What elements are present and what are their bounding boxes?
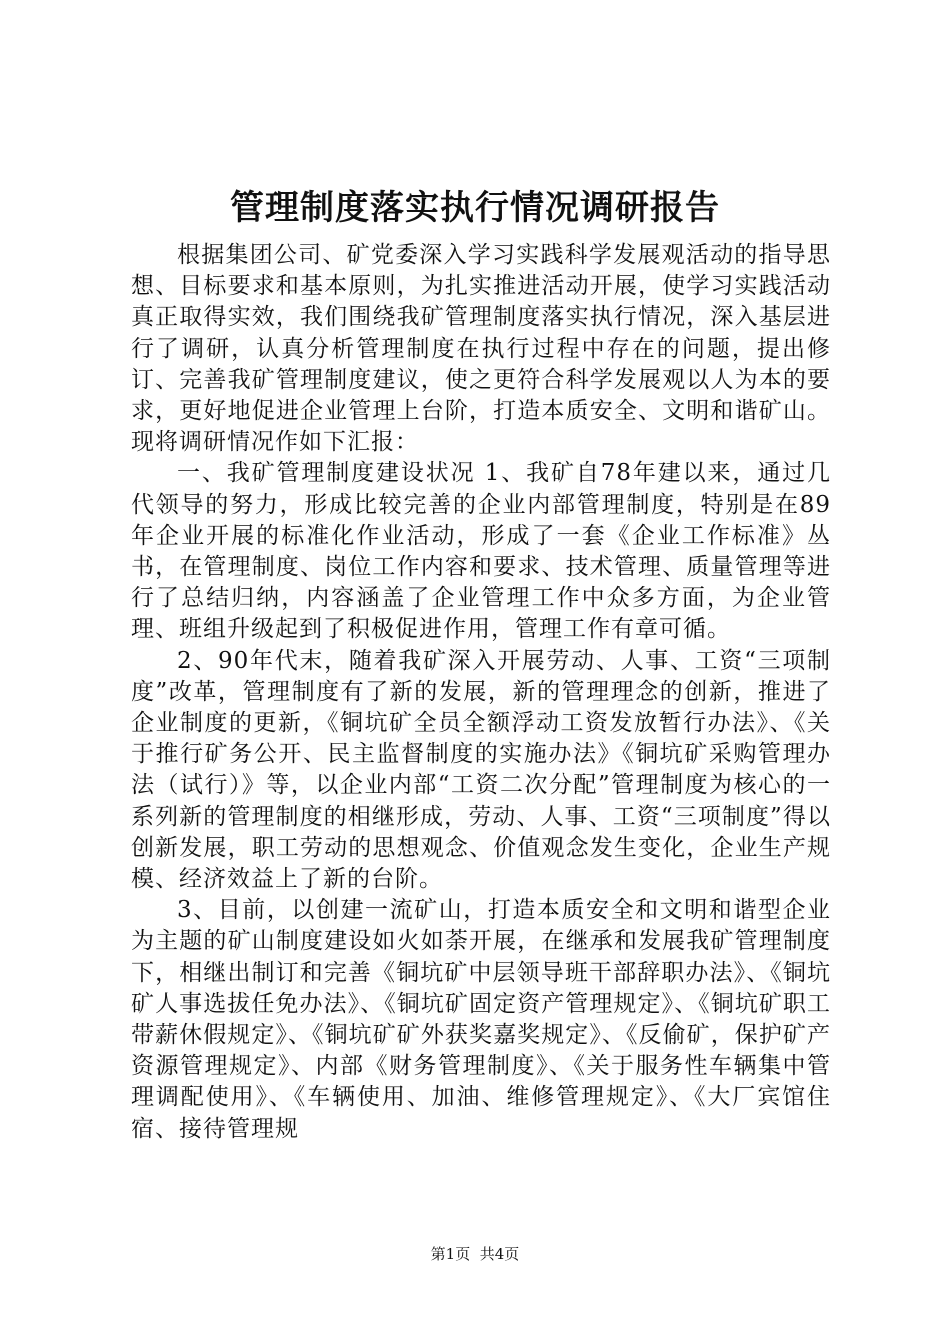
document-title: 管理制度落实执行情况调研报告 — [230, 188, 720, 228]
document-body — [131, 240, 831, 1145]
page-footer — [0, 1244, 950, 1264]
page-total: 共4页 — [479, 1245, 520, 1263]
paragraph-intro: 根据集团公司、矿党委深入学习实践科学发展观活动的指导思想、目标要求和基本原则，为扎实推进活动开展，使学习实践活动真正取得实效，我们围绕我矿管理制度落实执行情况，深入基层进行了调研，认真分析管理制度在执行过程中存在的问题，提出修订、完善我矿管理制度建议，使之更符合科学发展观以人为本的要求，更好地促进企业管理上台阶，打造本质安全、文明和谐矿山。现将调研情况作如下汇报： — [131, 242, 831, 456]
page-number: 第1页 — [430, 1245, 471, 1263]
paragraph-section-2: 2、90年代末，随着我矿深入开展劳动、人事、工资“三项制度”改革，管理制度有了新的发展，新的管理理念的创新，推进了企业制度的更新，《铜坑矿全员全额浮动工资发放暂行办法》、《关于推行矿务公开、民主监督制度的实施办法》《铜坑矿采购管理办法（试行）》等，以企业内部“工资二次分配”管理制度为核心的一系列新的管理制度的相继形成，劳动、人事、工资“三项制度”得以创新发展，职工劳动的思想观念、价值观念发生变化，企业生产规模、经济效益上了新的台阶。 — [131, 647, 831, 893]
paragraph-section-1: 一、我矿管理制度建设状况 1、我矿自78年建以来，通过几代领导的努力，形成比较完善的企业内部管理制度，特别是在89年企业开展的标准化作业活动，形成了一套《企业工作标准》丛书，在管理制度、岗位工作内容和要求、技术管理、质量管理等进行了总结归纳，内容涵盖了企业管理工作中众多方面，为企业管理、班组升级起到了积极促进作用，管理工作有章可循。 — [131, 460, 831, 643]
paragraph-section-3: 3、目前，以创建一流矿山，打造本质安全和文明和谐型企业为主题的矿山制度建设如火如荼开展，在继承和发展我矿管理制度下，相继出制订和完善《铜坑矿中层领导班干部辞职办法》、《铜坑矿人事选拔任免办法》、《铜坑矿固定资产管理规定》、《铜坑矿职工带薪休假规定》、《铜坑矿矿外获奖嘉奖规定》、《反偷矿，保护矿产资源管理规定》、内部《财务管理制度》、《关于服务性车辆集中管理调配使用》、《车辆使用、加油、维修管理规定》、《大厂宾馆住宿、接待管理规 — [131, 897, 831, 1142]
